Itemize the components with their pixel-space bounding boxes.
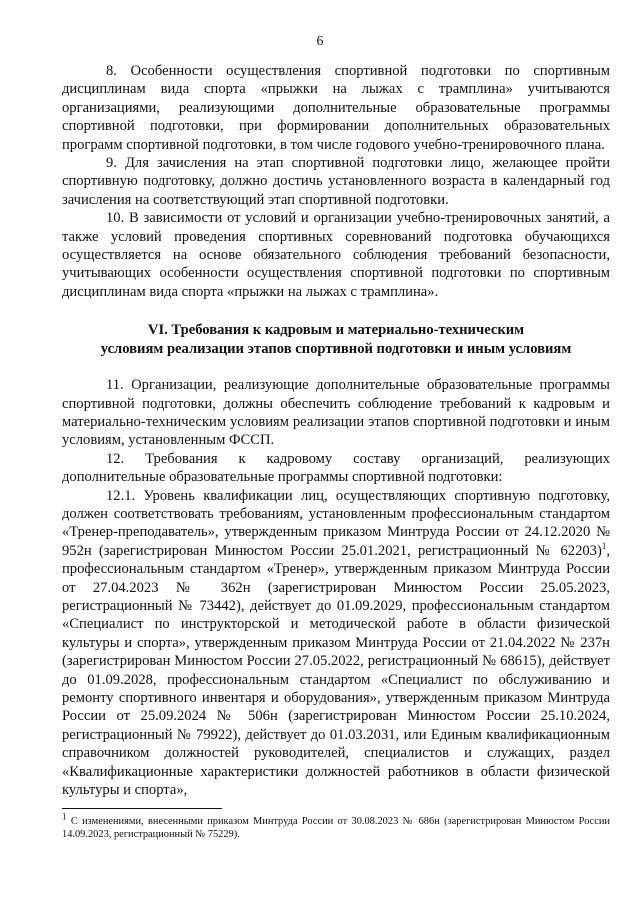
paragraph-11: 11. Организации, реализующие дополнительные образовательные программы спортивной подготовки, должны обеспечить соблюдение требований к кадровым и материально-техническим условиям реализации этапов спортивной подготовки и иным условиям, установленным ФССП. <box>62 377 610 449</box>
footnote-text: С изменениями, внесенными приказом Минтруда России от 30.08.2023 № 686н (зарегистрирован Минюстом России 14.09.2023, регистрационный № 75229). <box>62 816 610 840</box>
section-heading-line-2: условиям реализации этапов спортивной подготовки и иным условиям <box>100 340 572 357</box>
paragraph-12-1 <box>62 487 610 800</box>
section-heading-line-1: VI. Требования к кадровым и материально-техническим <box>147 322 525 339</box>
footnote-divider <box>62 808 222 809</box>
page-number: 6 <box>316 34 324 49</box>
paragraph-12-1-part-2: , профессиональным стандартом «Тренер», утвержденным приказом Минтруда России от 27.04.2023 № 362н (зарегистрирован Минюстом России 25.05.2023, регистрационный № 73442), действует до 01.09.2029, профессиональным стандартом «Специалист по инструкторской и методической работе в области физической культуры и спорта», утвержденным приказом Минтруда России от 21.04.2022 № 237н (зарегистрирован Минюстом России 27.05.2022, регистрационный № 68615), действует до 01.09.2028, профессиональным стандартом «Специалист по обслуживанию и ремонту спортивного инвентаря и оборудования», утвержденным приказом Минтруда России от 25.09.2024 № 506н (зарегистрирован Минюстом России 25.10.2024, регистрационный № 79922), действует до 01.03.2031, или Единым квалификационным справочником должностей руководителей, специалистов и служащих, раздел «Квалификационные характеристики должностей работников в области физической культуры и спорта», <box>62 542 610 799</box>
document-body <box>62 62 610 799</box>
footnote-mark: 1 <box>62 811 67 822</box>
paragraph-9: 9. Для зачисления на этап спортивной подготовки лицо, желающее пройти спортивную подготовку, должно достичь установленного возраста в календарный год зачисления на соответствующий этап спортивной подготовки. <box>62 155 610 208</box>
paragraph-12-1-part-1: 12.1. Уровень квалификации лиц, осуществляющих спортивную подготовку, должен соответствовать требованиям, установленным профессиональным стандартом «Тренер-преподаватель», утвержденным приказом Минтруда России от 24.12.2020 № 952н (зарегистрирован Минюстом России 25.01.2021, регистрационный № 62203) <box>62 487 610 559</box>
paragraph-10: 10. В зависимости от условий и организации учебно-тренировочных занятий, а также условий проведения спортивных соревнований подготовка обучающихся осуществляется на основе обязательного соблюдения требований безопасности, учитывающих особенности осуществления спортивной подготовки по спортивным дисциплинам вида спорта «прыжки на лыжах с трамплина». <box>62 210 610 300</box>
paragraph-8: 8. Особенности осуществления спортивной подготовки по спортивным дисциплинам вида спорта «прыжки на лыжах с трамплина» учитываются организациями, реализующими дополнительные образовательные программы спортивной подготовки, при формировании дополнительных образовательных программ спортивной подготовки, в том числе годового учебно-тренировочного плана. <box>62 63 610 153</box>
footnote-reference: 1 <box>601 540 607 551</box>
section-heading <box>62 321 610 358</box>
paragraph-12: 12. Требования к кадровому составу организаций, реализующих дополнительные образовательные программы спортивной подготовки: <box>62 450 610 486</box>
footnote <box>62 811 610 841</box>
